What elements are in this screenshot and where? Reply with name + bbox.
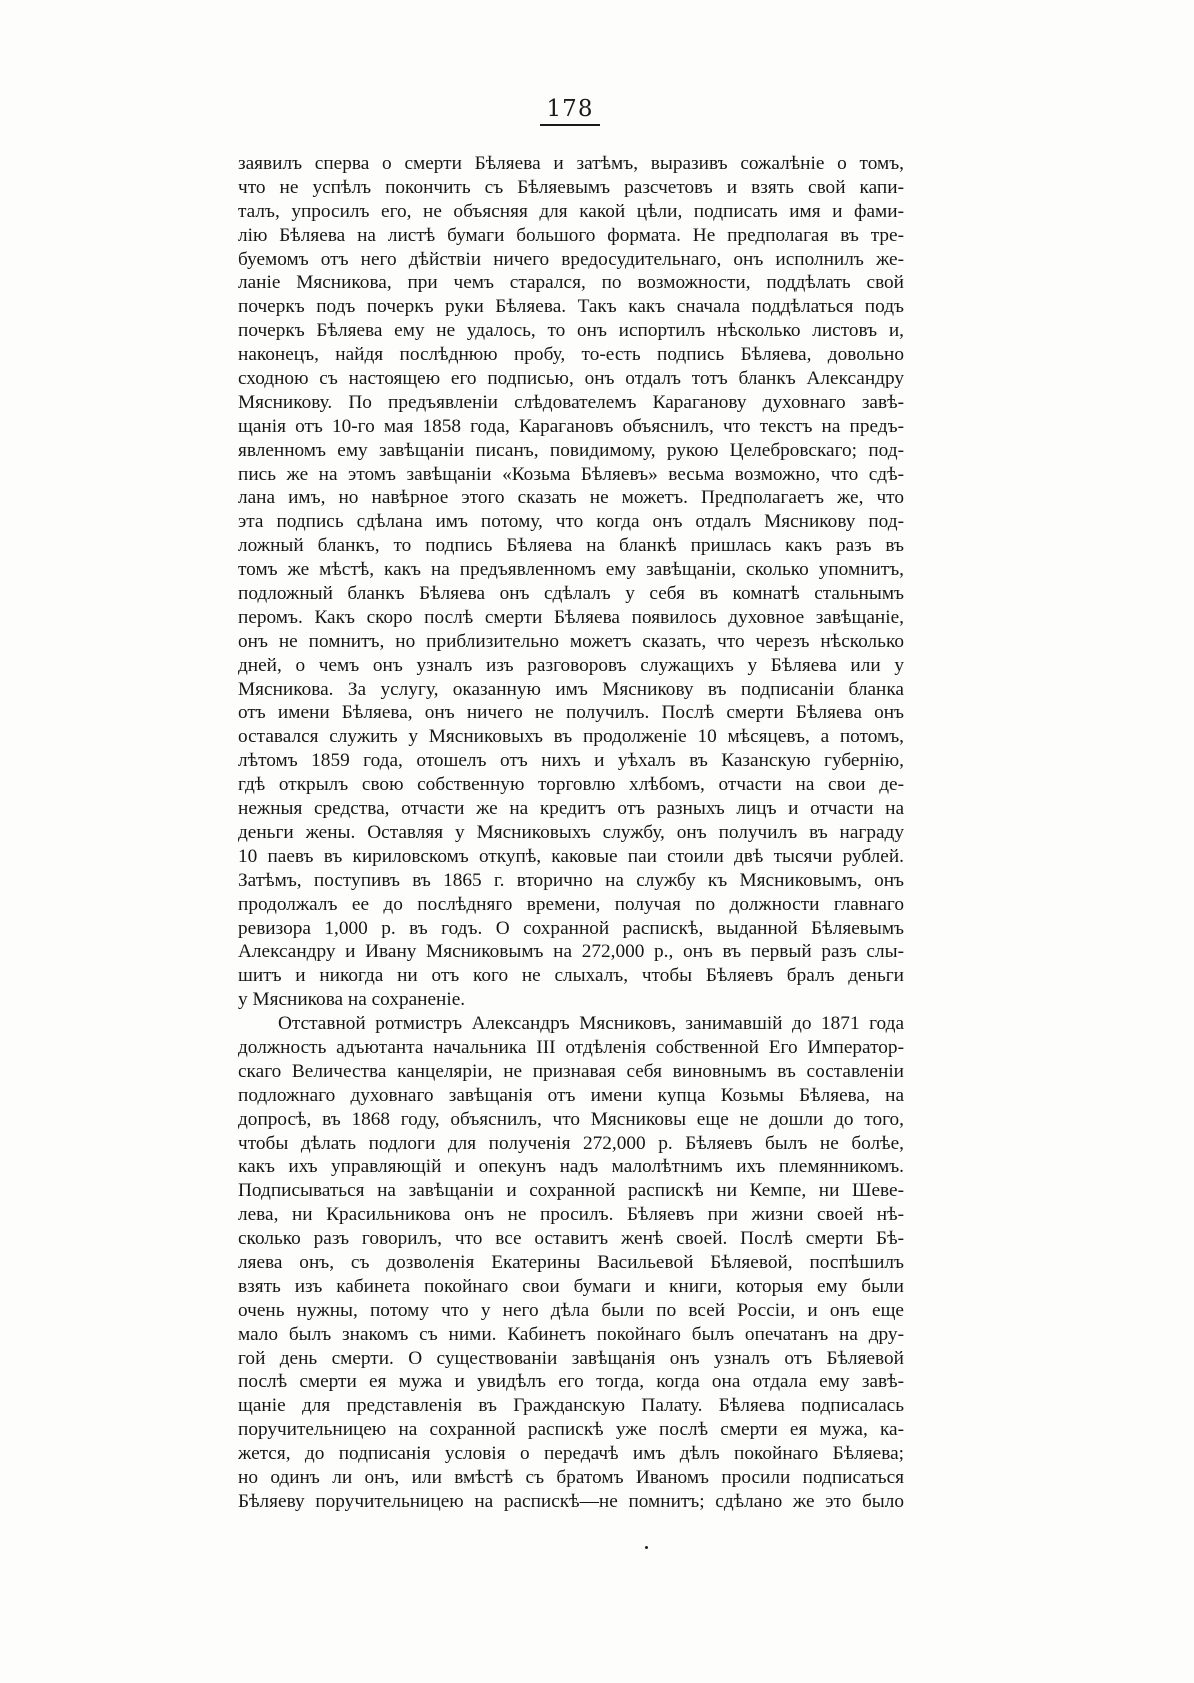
text-line: шитъ и никогда ни отъ кого не слыхалъ, чтобы Бѣляевъ бралъ деньги <box>238 965 904 987</box>
text-line: щанія отъ 10-го мая 1858 года, Карагановъ объяснилъ, что текстъ на предъ- <box>238 415 904 437</box>
text-line: Подписываться на завѣщаніи и сохранной распискѣ ни Кемпе, ни Шеве- <box>238 1180 904 1202</box>
text-line: что не успѣлъ покончить съ Бѣляевымъ разсчетовъ и взять свой капи- <box>238 176 904 198</box>
text-line: почеркъ подъ почеркъ руки Бѣляева. Такъ какъ сначала поддѣлаться подъ <box>238 296 904 318</box>
text-line: поручительницею на сохранной распискѣ уже послѣ смерти ея мужа, ка- <box>238 1419 904 1441</box>
text-line: онъ не помнитъ, но приблизительно можетъ сказать, что черезъ нѣсколько <box>238 630 904 652</box>
text-line: Отставной ротмистръ Александръ Мясниковъ, занимавшій до 1871 года <box>278 1013 904 1035</box>
text-line: Бѣляеву поручительницею на распискѣ—не помнитъ; сдѣлано же это было <box>238 1490 904 1512</box>
text-line: какъ ихъ управляющій и опекунъ надъ малолѣтнимъ ихъ племянникомъ. <box>238 1156 904 1178</box>
text-line: нежныя средства, отчасти же на кредитъ отъ разныхъ лицъ и отчасти на <box>238 798 904 820</box>
text-line: у Мясникова на сохраненіе. <box>238 989 466 1011</box>
text-line: талъ, упросилъ его, не объясняя для какой цѣли, подписать имя и фами- <box>238 200 904 222</box>
text-line: томъ же мѣстѣ, какъ на предъявленномъ ему завѣщаніи, сколько упомнитъ, <box>238 559 904 581</box>
text-line: перомъ. Какъ скоро послѣ смерти Бѣляева появилось духовное завѣщаніе, <box>238 606 904 628</box>
text-line: почеркъ Бѣляева ему не удалось, то онъ испортилъ нѣсколько листовъ и, <box>238 320 904 342</box>
text-line: подложный бланкъ Бѣляева онъ сдѣлалъ у себя въ комнатѣ стальнымъ <box>238 583 904 605</box>
text-line: эта подпись сдѣлана имъ потому, что когда онъ отдалъ Мясникову под- <box>238 511 904 533</box>
text-line: Мясникову. По предъявленіи слѣдователемъ Караганову духовнаго завѣ- <box>238 391 904 413</box>
text-line: заявилъ сперва о смерти Бѣляева и затѣмъ, выразивъ сожалѣніе о томъ, <box>238 153 904 174</box>
text-line: лева, ни Красильникова онъ не просилъ. Бѣляевъ при жизни своей нѣ- <box>238 1204 904 1226</box>
text-line: Затѣмъ, поступивъ въ 1865 г. вторично на службу къ Мясниковымъ, онъ <box>238 869 904 891</box>
text-line: гдѣ открылъ свою собственную торговлю хлѣбомъ, отчасти на свои де- <box>238 774 904 796</box>
text-line: отъ имени Бѣляева, онъ ничего не получилъ. Послѣ смерти Бѣляева онъ <box>238 702 904 724</box>
print-speck <box>645 1546 648 1549</box>
text-line: 10 паевъ въ кириловскомъ откупѣ, каковые паи стоили двѣ тысячи рублей. <box>238 845 904 867</box>
page-number: 178 <box>540 96 600 126</box>
text-line: взять изъ кабинета покойнаго свои бумаги и книги, которыя ему были <box>238 1275 904 1297</box>
text-line: ложный бланкъ, то подпись Бѣляева на бланкѣ пришлась какъ разъ въ <box>238 535 904 557</box>
text-line: допросѣ, въ 1868 году, объяснилъ, что Мясниковы еще не дошли до того, <box>238 1108 904 1130</box>
body-text <box>238 152 904 1514</box>
text-line: лѣтомъ 1859 года, отошелъ отъ нихъ и уѣхалъ въ Казанскую губернію, <box>238 750 904 772</box>
text-line: щаніе для представленія въ Гражданскую Палату. Бѣляева подписалась <box>238 1395 904 1417</box>
text-line: должность адъютанта начальника III отдѣленія собственной Его Император- <box>238 1036 904 1058</box>
text-line: продолжалъ ее до послѣдняго времени, получая по должности главнаго <box>238 893 904 915</box>
text-line: сколько разъ говорилъ, что все оставитъ женѣ своей. Послѣ смерти Бѣ- <box>238 1228 904 1250</box>
text-line: мало былъ знакомъ съ ними. Кабинетъ покойнаго былъ опечатанъ на дру- <box>238 1323 904 1345</box>
text-line: буемомъ отъ него дѣйствіи ничего вредосудительнаго, онъ исполнилъ же- <box>238 248 904 270</box>
text-line: скаго Величества канцеляріи, не признавая себя виновнымъ въ составленіи <box>238 1060 904 1082</box>
text-line: ланіе Мясникова, при чемъ старался, по возможности, поддѣлать свой <box>238 272 904 294</box>
text-line: жется, до подписанія условія о передачѣ имъ дѣлъ покойнаго Бѣляева; <box>238 1443 904 1465</box>
text-line: ляева онъ, съ дозволенія Екатерины Васильевой Бѣляевой, поспѣшилъ <box>238 1251 904 1273</box>
text-line: оставался служить у Мясниковыхъ въ продолженіе 10 мѣсяцевъ, а потомъ, <box>238 726 904 748</box>
text-line: чтобы дѣлать подлоги для полученія 272,000 р. Бѣляевъ былъ не болѣе, <box>238 1132 904 1154</box>
text-line: но одинъ ли онъ, или вмѣстѣ съ братомъ Иваномъ просили подписаться <box>238 1466 904 1488</box>
text-line: гой день смерти. О существованіи завѣщанія онъ узналъ отъ Бѣляевой <box>238 1347 904 1369</box>
text-line: сходною съ настоящею его подписью, онъ отдалъ тотъ бланкъ Александру <box>238 368 904 390</box>
text-line: Александру и Ивану Мясниковымъ на 272,000 р., онъ въ первый разъ слы- <box>238 941 904 963</box>
text-line: очень нужны, потому что у него дѣла были по всей Россіи, и онъ еще <box>238 1299 904 1321</box>
text-line: Мясникова. За услугу, оказанную имъ Мясникову въ подписаніи бланка <box>238 678 904 700</box>
text-line: пись же на этомъ завѣщаніи «Козьма Бѣляевъ» весьма возможно, что сдѣ- <box>238 463 904 485</box>
text-line: послѣ смерти ея мужа и увидѣлъ его тогда, когда она отдала ему завѣ- <box>238 1371 904 1393</box>
text-line: лана имъ, но навѣрное этого сказать не можетъ. Предполагаетъ же, что <box>238 487 904 509</box>
text-line: ревизора 1,000 р. въ годъ. О сохранной распискѣ, выданной Бѣляевымъ <box>238 917 904 939</box>
text-line: наконецъ, найдя послѣднюю пробу, то-есть подпись Бѣляева, довольно <box>238 344 904 366</box>
text-line: подложнаго духовнаго завѣщанія отъ имени купца Козьмы Бѣляева, на <box>238 1084 904 1106</box>
text-line: лію Бѣляева на листѣ бумаги большого формата. Не предполагая въ тре- <box>238 224 904 246</box>
text-line: явленномъ ему завѣщаніи писанъ, повидимому, рукою Целебровскаго; под- <box>238 439 904 461</box>
text-line: дней, о чемъ онъ узналъ изъ разговоровъ служащихъ у Бѣляева или у <box>238 654 904 676</box>
text-line: деньги жены. Оставляя у Мясниковыхъ службу, онъ получилъ въ награду <box>238 821 904 843</box>
